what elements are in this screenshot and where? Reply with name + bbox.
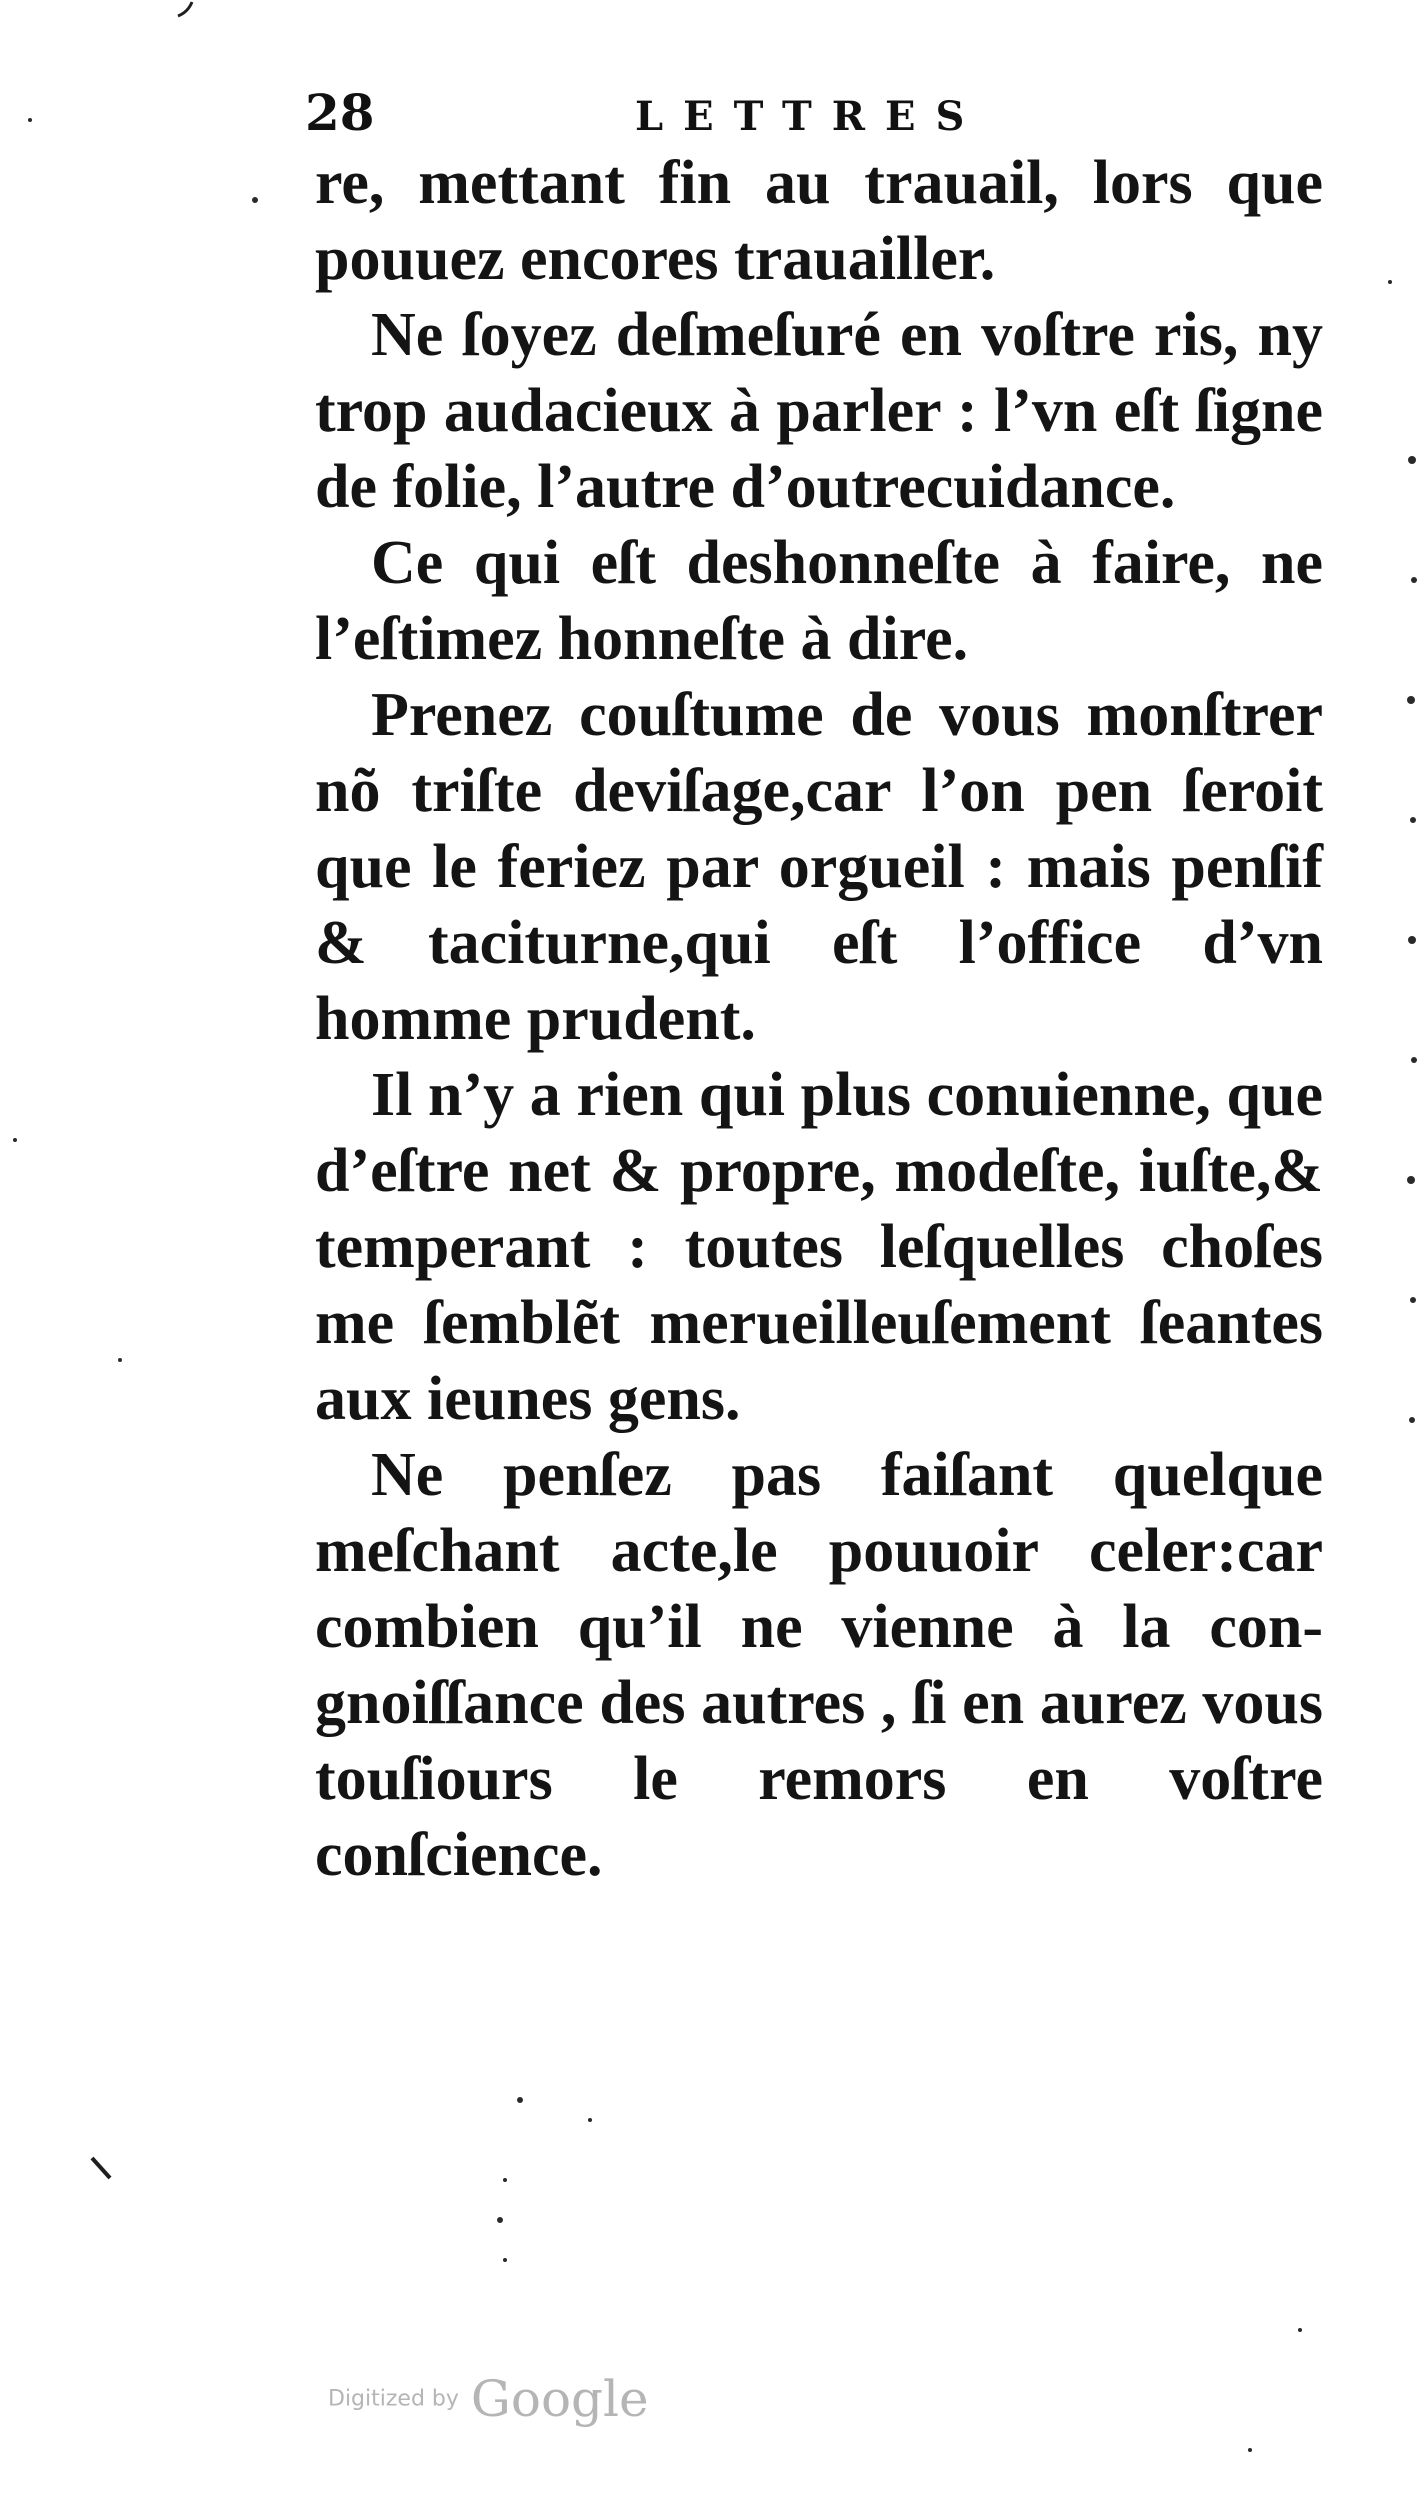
paragraph: Prenez couſtume de vous monſtrer nõ triſte deviſage,car l’on pen ſeroit que le feriez par orgueil : mais penſif & taciturne,qui eſt l’office d’vn homme prudent. <box>315 681 1323 1053</box>
paragraph: Il n’y a rien qui plus conuienne, que d’eſtre net & propre, modeſte, iuſte,& temperant : toutes leſquelles choſes me ſemblẽt merueilleuſement ſeantes aux ieunes gens. <box>315 1061 1323 1433</box>
running-title: LETTRES <box>635 93 985 140</box>
page-header <box>305 78 1065 148</box>
body-text <box>315 145 1323 1893</box>
digitization-watermark <box>328 2370 649 2440</box>
watermark-brand: Google <box>470 2370 649 2428</box>
watermark-prefix: Digitized by <box>328 2386 459 2412</box>
paragraph: Ce qui eſt deshonneſte à faire, ne l’eſtimez honneſte à dire. <box>315 529 1323 673</box>
paragraph: Ne ſoyez deſmeſuré en voſtre ris, ny trop audacieux à parler : l’vn eſt ſigne de folie, l’autre d’outrecuidance. <box>315 301 1323 521</box>
page-number: 28 <box>305 83 375 142</box>
paragraph: Ne penſez pas faiſant quelque meſchant acte,le pouuoir celer:car combien qu’il ne vienne à la congnoiſſance des autres , ſi en aurez vous touſiours le remors en voſtre conſcience. <box>315 1441 1323 1889</box>
paragraph: re, mettant fin au trauail, lors que pouuez encores trauailler. <box>315 149 1323 293</box>
